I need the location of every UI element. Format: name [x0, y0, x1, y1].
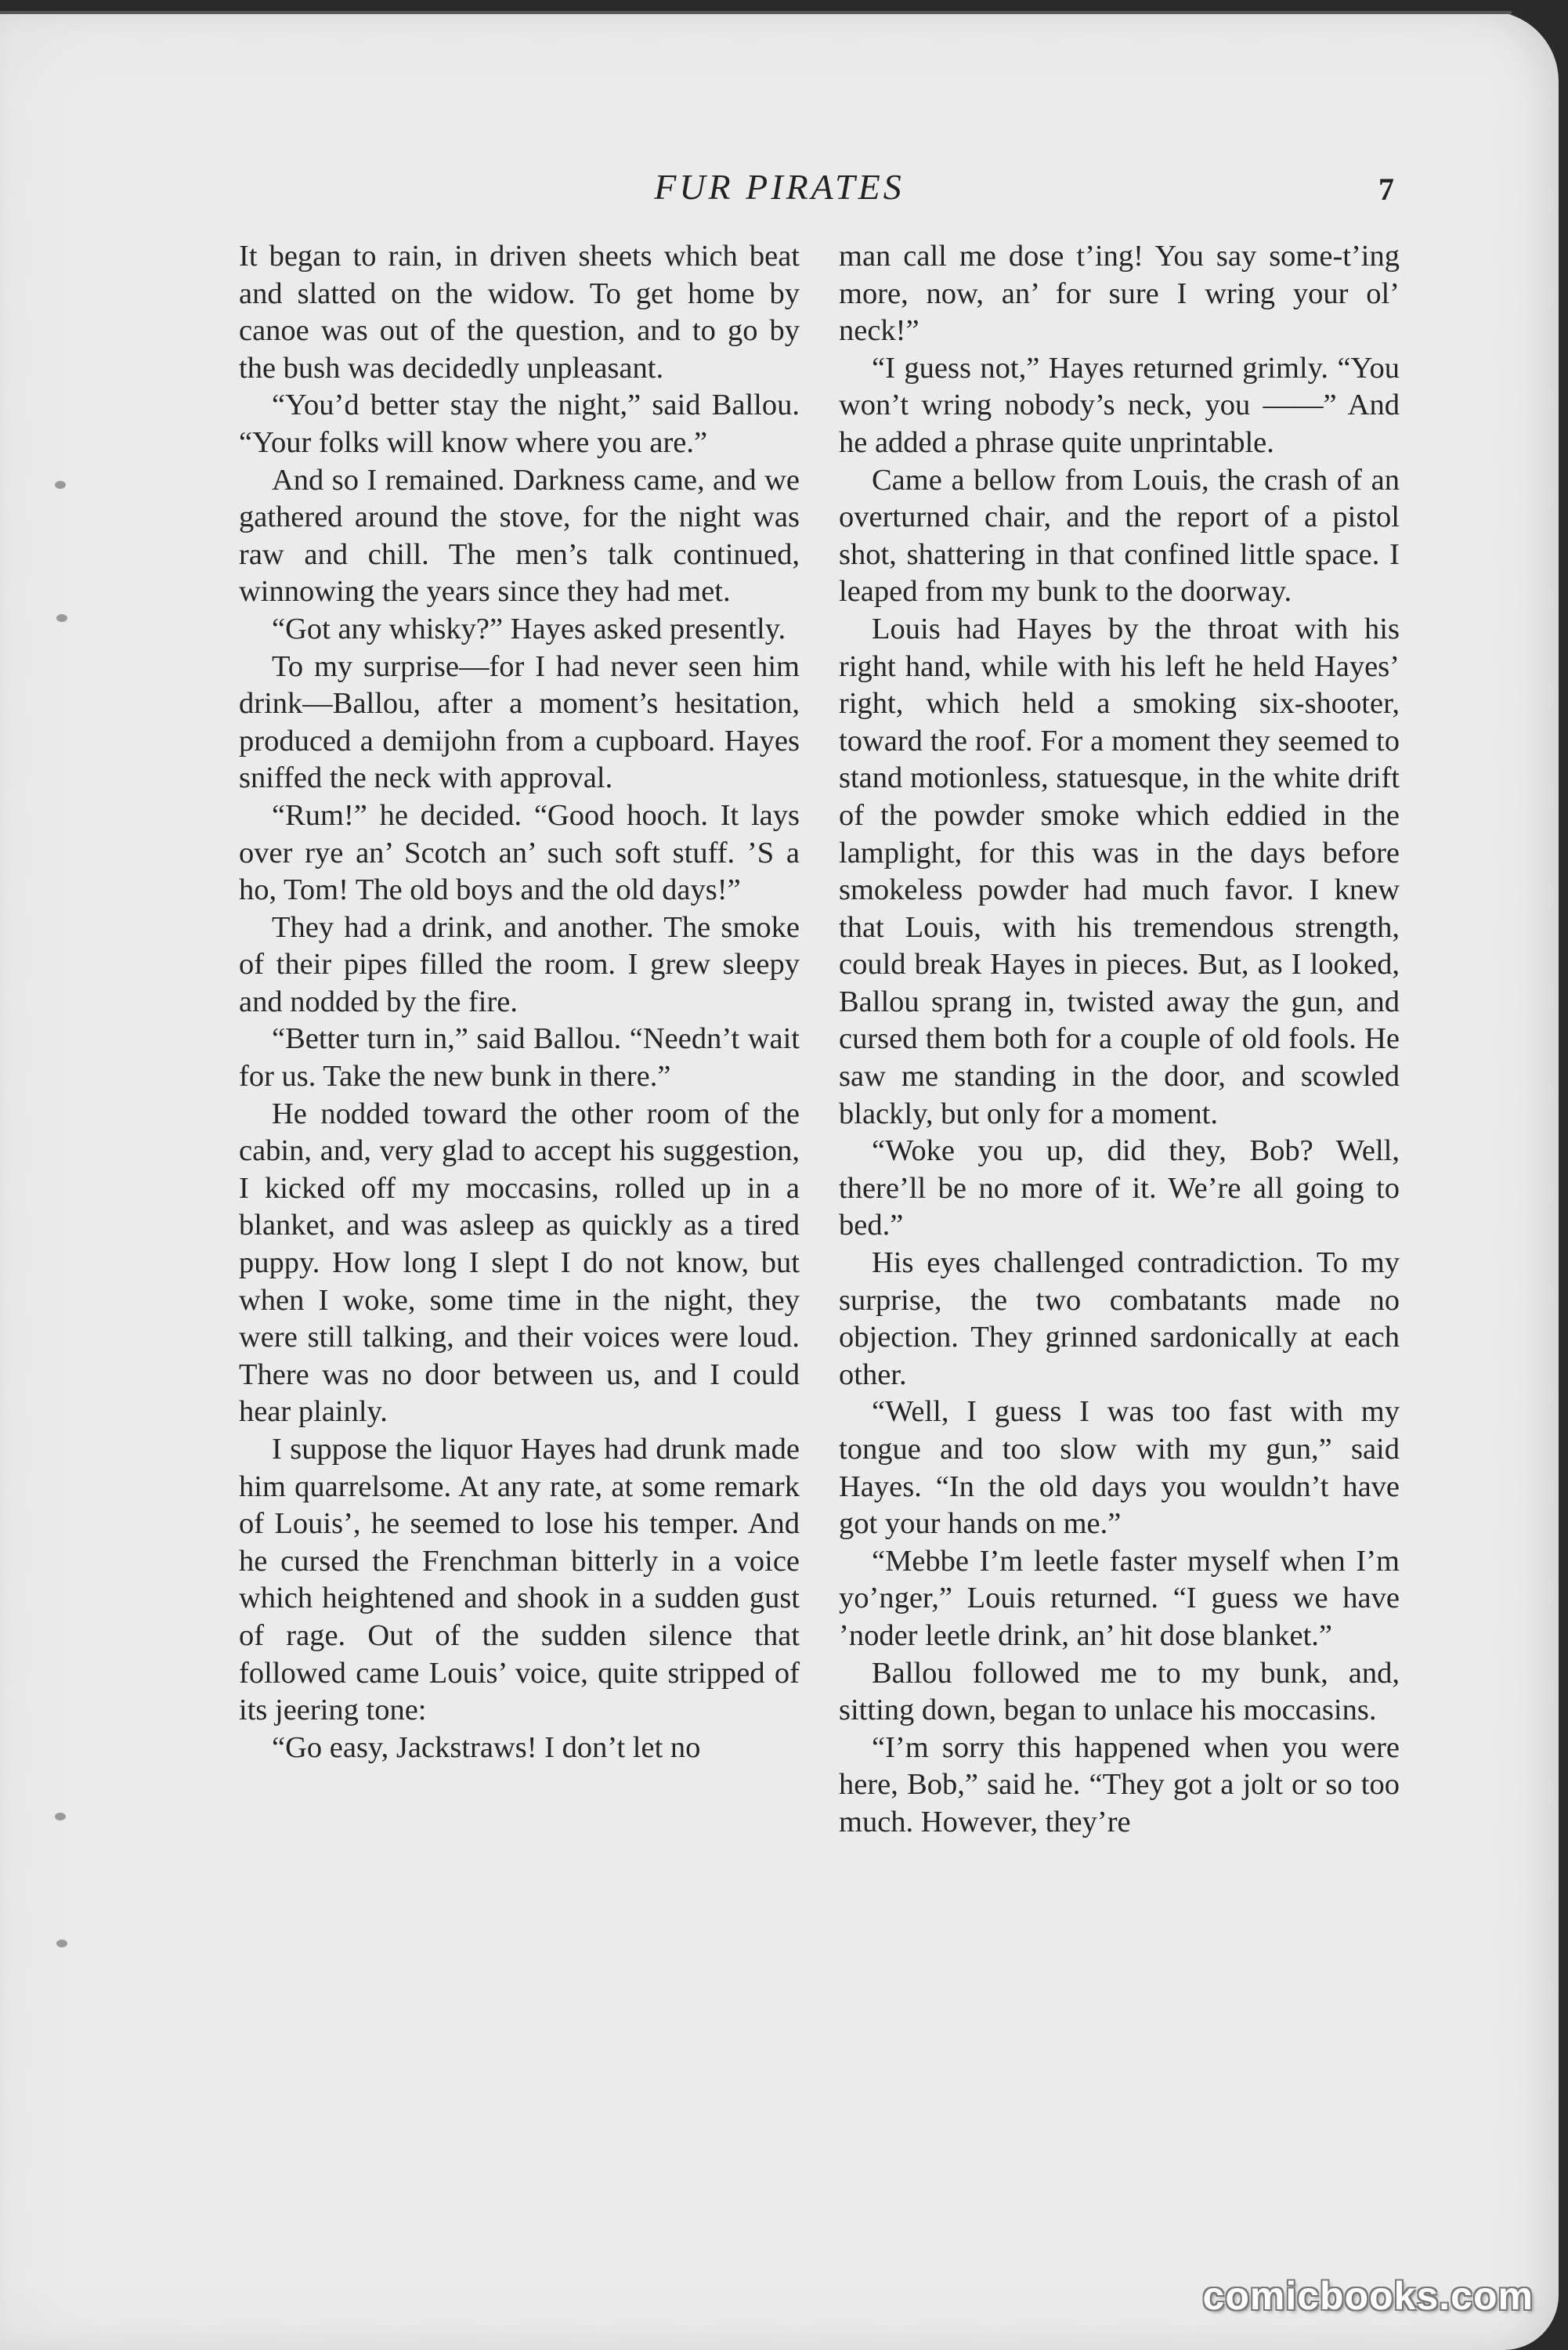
paragraph: “Woke you up, did they, Bob? Well, there’ll be no more of it. We’re all going to bed.” — [839, 1134, 1400, 1242]
book-page — [0, 11, 1559, 2350]
page-number: 7 — [1378, 172, 1394, 207]
right-text-column — [839, 238, 1400, 1842]
paragraph: “Got any whisky?” Hayes asked presently. — [272, 612, 786, 645]
staple-hole — [56, 1940, 67, 1947]
left-text-column — [239, 238, 800, 1766]
paragraph: I suppose the liquor Hayes had drunk made him quarrelsome. At any rate, at some remark of Louis’, he seemed to lose his temper. And he cursed the Frenchman bitterly in a voice which heightened and shook in a sudden gust of rage. Out of the sudden silence that followed came Louis’ voice, quite stripped of its jeering tone: — [239, 1433, 800, 1727]
paragraph: “Mebbe I’m leetle faster myself when I’m yo’nger,” Louis returned. “I guess we have ’noder leetle drink, an’ hit dose blanket.” — [839, 1544, 1400, 1652]
paragraph: “Well, I guess I was too fast with my tongue and too slow with my gun,” said Hayes. “In the old days you wouldn’t have got your hands on me.” — [839, 1395, 1400, 1541]
running-title: FUR PIRATES — [654, 167, 905, 207]
paragraph: To my surprise—for I had never seen him drink—Ballou, after a moment’s hesitation, produced a demijohn from a cupboard. Hayes sniffed the neck with approval. — [239, 649, 800, 795]
paragraph: Came a bellow from Louis, the crash of an overturned chair, and the report of a pistol shot, shattering in that confined little space. I leaped from my bunk to the doorway. — [839, 463, 1400, 609]
paragraph: “Better turn in,” said Ballou. “Needn’t wait for us. Take the new bunk in there.” — [239, 1022, 800, 1094]
paragraph: Louis had Hayes by the throat with his right hand, while with his left he held Hayes’ right, which held a smoking six-shooter, toward the roof. For a moment they seemed to stand motionless, statuesque, in the white drift of the powder smoke which eddied in the lamplight, for this was in the days before smokeless powder had much favor. I knew that Louis, with his tremendous strength, could break Hayes in pieces. But, as I looked, Ballou sprang in, twisted away the gun, and cursed them both for a couple of old fools. He saw me standing in the door, and scowled blackly, but only for a moment. — [839, 612, 1400, 1130]
paragraph: Ballou followed me to my bunk, and, sitting down, began to unlace his moccasins. — [839, 1656, 1400, 1727]
paragraph: They had a drink, and another. The smoke of their pipes filled the room. I grew sleepy and nodded by the fire. — [239, 910, 800, 1018]
paragraph-continuation: man call me dose t’ing! You say some-t’ing more, now, an’ for sure I wring your ol’ neck!” — [839, 240, 1400, 348]
paragraph: And so I remained. Darkness came, and we gathered around the stove, for the night was raw and chill. The men’s talk continued, winnowing the years since they had met. — [239, 463, 800, 609]
staple-hole — [55, 481, 66, 489]
staple-hole — [56, 614, 67, 622]
paragraph: “Go easy, Jackstraws! I don’t let no — [272, 1730, 701, 1764]
paragraph: It began to rain, in driven sheets which beat and slatted on the widow. To get home by canoe was out of the question, and to go by the bush was decidedly unpleasant. — [239, 240, 800, 385]
paragraph: “I’m sorry this happened when you were here, Bob,” said he. “They got a jolt or so too much. However, they’re — [839, 1730, 1400, 1838]
staple-hole — [55, 1813, 66, 1820]
page-top-edge — [0, 11, 1512, 14]
paragraph: “I guess not,” Hayes returned grimly. “You won’t wring nobody’s neck, you ——” And he added a phrase quite unprintable. — [839, 351, 1400, 459]
paragraph: “You’d better stay the night,” said Ballou. “Your folks will know where you are.” — [239, 389, 800, 459]
paragraph: “Rum!” he decided. “Good hooch. It lays over rye an’ Scotch an’ such soft stuff. ’S a ho, Tom! The old boys and the old days!” — [239, 798, 800, 907]
paragraph: He nodded toward the other room of the cabin, and, very glad to accept his suggestion, I kicked off my moccasins, rolled up in a blanket, and was asleep as quickly as a tired puppy. How long I slept I do not know, but when I woke, some time in the night, they were still talking, and their voices were loud. There was no door between us, and I could hear plainly. — [239, 1097, 800, 1429]
site-watermark: comicbooks.com — [1202, 2274, 1534, 2318]
paragraph: His eyes challenged contradiction. To my surprise, the two combatants made no objection. They grinned sardonically at each other. — [839, 1246, 1400, 1391]
